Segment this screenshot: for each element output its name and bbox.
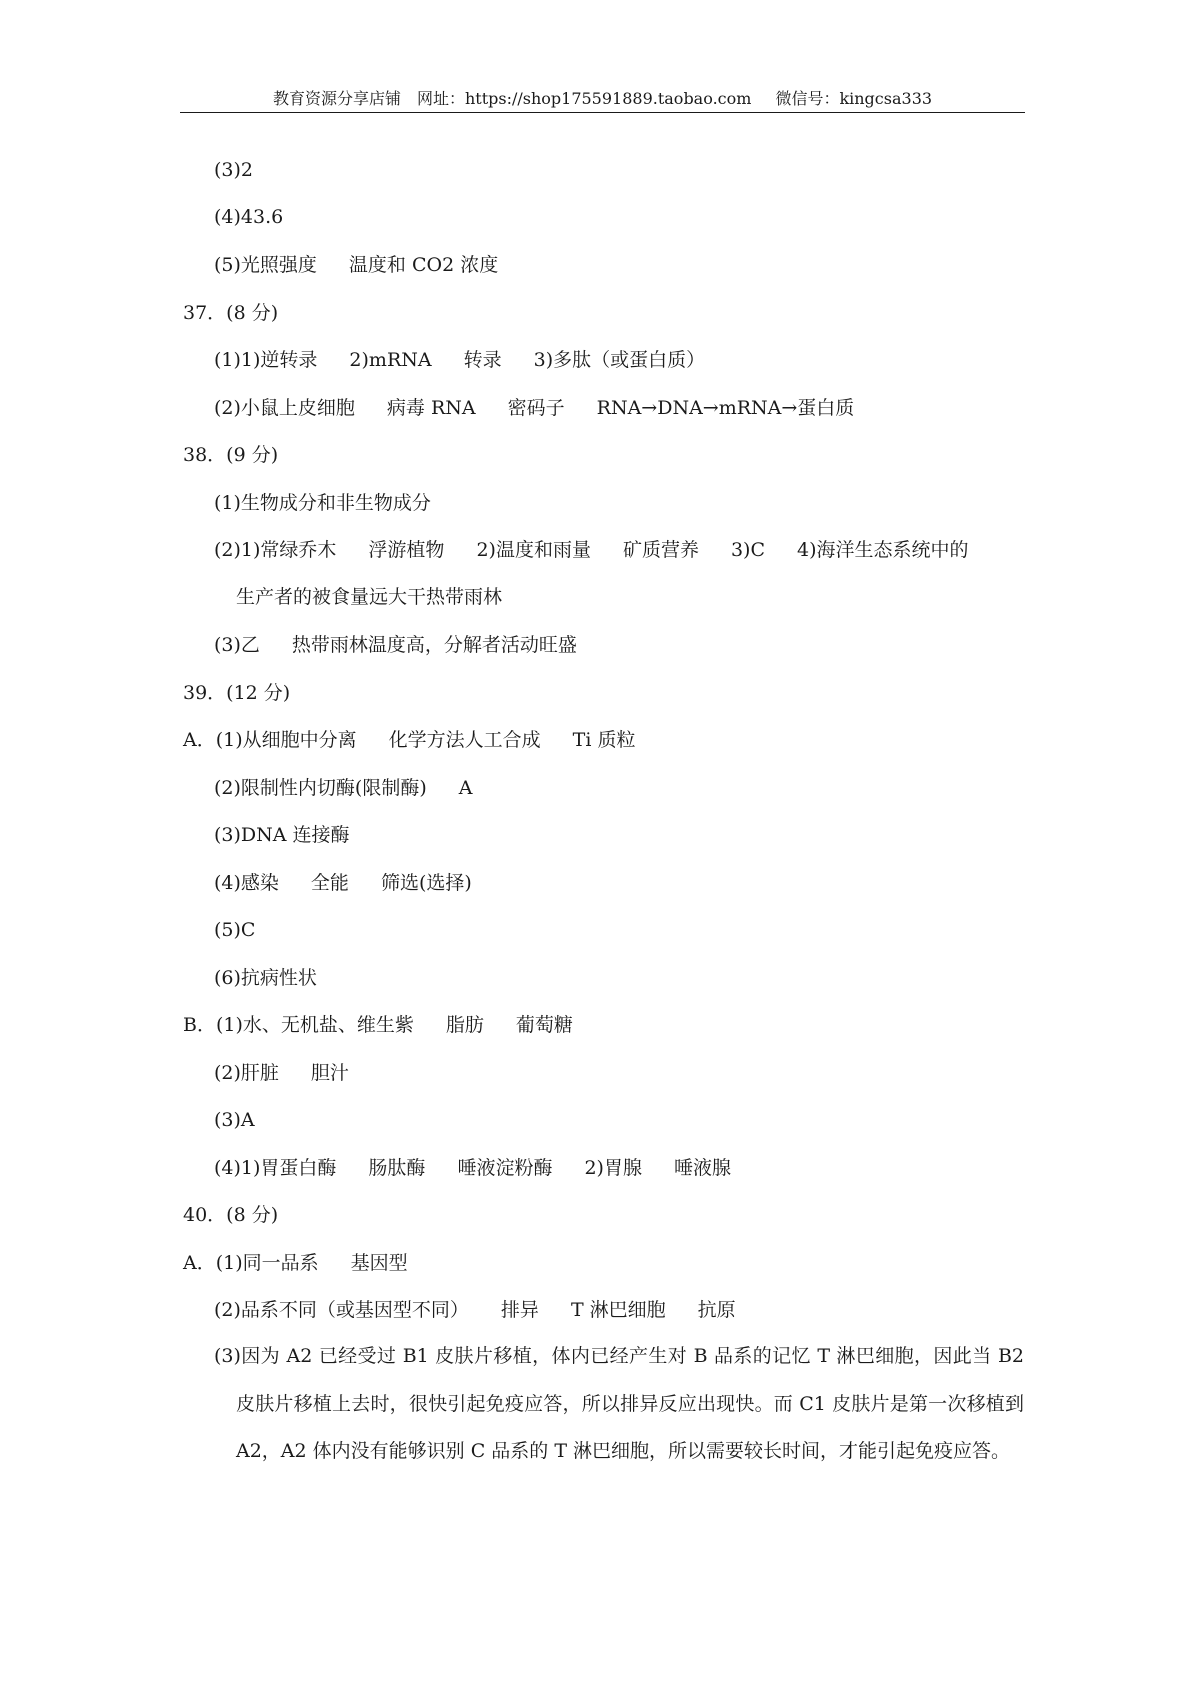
answer-part: A．(1)同一品系 <box>183 1252 319 1274</box>
answer-part: (2)1)常绿乔木 <box>214 539 337 561</box>
answer-part: 2)胃腺 <box>584 1157 642 1179</box>
answer-line <box>214 1155 731 1181</box>
question-number-39: 39．(12 分) <box>183 682 291 704</box>
answer-part: 肠肽酶 <box>368 1157 426 1179</box>
answer-part: (4)1)胃蛋白酶 <box>214 1157 337 1179</box>
answer-part: 排异 <box>500 1299 539 1321</box>
answer-part: 筛选(选择) <box>380 872 472 894</box>
page-header <box>180 86 1025 112</box>
answer-part: 3)多肽（或蛋白质） <box>533 349 706 371</box>
header-shop-name: 教育资源分享店铺 <box>272 89 401 108</box>
answer-part: 热带雨林温度高，分解者活动旺盛 <box>291 634 577 656</box>
answer-paragraph <box>214 1333 1024 1476</box>
answer-part: (2)小鼠上皮细胞 <box>214 397 355 419</box>
answer-line: (5)C <box>214 919 256 941</box>
answer-part: 胆汁 <box>310 1062 349 1084</box>
answer-part: T 淋巴细胞 <box>570 1299 666 1321</box>
question-number-38: 38．(9 分) <box>183 444 279 466</box>
answer-part: 唾液淀粉酶 <box>457 1157 553 1179</box>
header-divider <box>180 112 1025 113</box>
answer-line: (3)A <box>214 1109 255 1131</box>
answer-part: A <box>458 777 473 799</box>
answer-line <box>183 1250 408 1276</box>
question-number-40: 40．(8 分) <box>183 1204 279 1226</box>
answer-line <box>214 1060 349 1086</box>
answer-part: 2)mRNA <box>349 349 432 371</box>
answer-part: 浮游植物 <box>368 539 445 561</box>
answer-line: (4)43.6 <box>214 206 284 228</box>
answer-line <box>214 632 577 658</box>
answer-part: (1)1)逆转录 <box>214 349 318 371</box>
answer-line <box>214 347 705 373</box>
question-number-37: 37．(8 分) <box>183 302 279 324</box>
answer-part: 基因型 <box>350 1252 408 1274</box>
answer-line: (6)抗病性状 <box>214 967 317 989</box>
answer-part: 4)海洋生态系统中的 <box>797 539 969 561</box>
answer-line <box>214 1297 736 1323</box>
answer-line <box>214 870 472 896</box>
answer-part: (2)肝脏 <box>214 1062 279 1084</box>
answer-part: (5)光照强度 <box>214 254 317 276</box>
answer-part: 唾液腺 <box>673 1157 731 1179</box>
answer-part: 矿质营养 <box>622 539 699 561</box>
answer-line: (3)2 <box>214 159 254 181</box>
answer-line: (3)DNA 连接酶 <box>214 824 350 846</box>
answer-line <box>183 1012 573 1038</box>
answer-line <box>214 252 498 278</box>
answer-part: 抗原 <box>697 1299 736 1321</box>
answer-part: 转录 <box>463 349 502 371</box>
answer-part: (2)限制性内切酶(限制酶) <box>214 777 427 799</box>
answer-part: 全能 <box>310 872 349 894</box>
answer-part: A．(1)从细胞中分离 <box>183 729 357 751</box>
answer-line <box>214 537 969 563</box>
answer-line <box>183 727 635 753</box>
header-wechat: 微信号：kingcsa333 <box>775 89 933 108</box>
answer-part: 2)温度和雨量 <box>476 539 591 561</box>
answer-part: (4)感染 <box>214 872 279 894</box>
answer-part: 病毒 RNA <box>386 397 476 419</box>
answer-part: 葡萄糖 <box>515 1014 573 1036</box>
answer-part: (3)乙 <box>214 634 260 656</box>
answer-line: (1)生物成分和非生物成分 <box>214 492 431 514</box>
answer-part: 化学方法人工合成 <box>388 729 541 751</box>
answer-line: 生产者的被食量远大干热带雨林 <box>236 586 503 608</box>
answer-paragraph-text: (3)因为 A2 已经受过 B1 皮肤片移植，体内已经产生对 B 品系的记忆 T 淋巴细胞，因此当 B2 皮肤片移植上去时，很快引起免疫应答，所以排异反应出现快。而 C1 皮肤片是第一次移植到 A2，A2 体内没有能够识别 C 品系的 T 淋巴细胞，所以需要较长时间，才能引起免疫应答。 <box>214 1345 1024 1462</box>
header-url: 网址：https://shop175591889.taobao.com <box>416 89 752 108</box>
answer-part: RNA→DNA→mRNA→蛋白质 <box>596 397 855 419</box>
answer-part: 脂肪 <box>445 1014 484 1036</box>
answer-part: 3)C <box>730 539 766 561</box>
answer-part: (2)品系不同（或基因型不同） <box>214 1299 469 1321</box>
answer-part: B．(1)水、无机盐、维生紫 <box>183 1014 414 1036</box>
answer-part: 密码子 <box>507 397 565 419</box>
answer-line <box>214 395 854 421</box>
answer-part: Ti 质粒 <box>572 729 636 751</box>
answer-part: 温度和 CO2 浓度 <box>348 254 499 276</box>
answer-line <box>214 775 472 801</box>
